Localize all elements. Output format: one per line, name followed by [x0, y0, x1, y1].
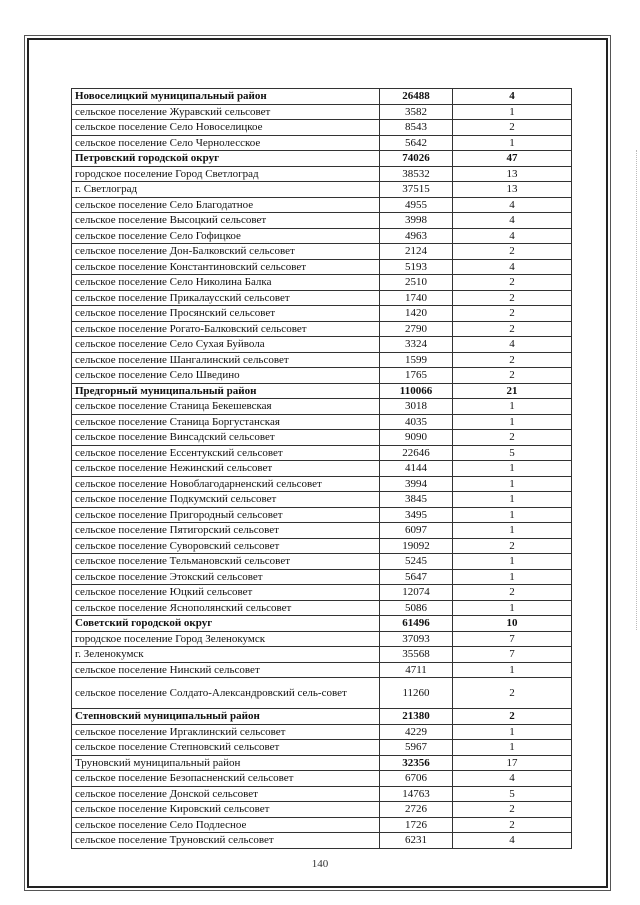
cell-population: 1420: [380, 306, 453, 322]
table-row: [72, 321, 572, 337]
cell-count: 1: [453, 554, 572, 570]
cell-count: 13: [453, 166, 572, 182]
cell-population: 11260: [380, 678, 453, 709]
cell-name: Труновский муниципальный район: [72, 755, 380, 771]
table-row: [72, 135, 572, 151]
table-row: [72, 337, 572, 353]
cell-name: Новоселицкий муниципальный район: [72, 89, 380, 105]
cell-count: 4: [453, 89, 572, 105]
cell-population: 38532: [380, 166, 453, 182]
cell-count: 1: [453, 414, 572, 430]
cell-name: сельское поселение Подкумский сельсовет: [72, 492, 380, 508]
table-row: [72, 709, 572, 725]
cell-population: 21380: [380, 709, 453, 725]
cell-population: 9090: [380, 430, 453, 446]
table-row: [72, 461, 572, 477]
cell-count: 7: [453, 631, 572, 647]
cell-count: 2: [453, 368, 572, 384]
table-row: [72, 89, 572, 105]
cell-count: 2: [453, 290, 572, 306]
cell-count: 2: [453, 585, 572, 601]
cell-count: 1: [453, 523, 572, 539]
cell-population: 4955: [380, 197, 453, 213]
cell-name: сельское поселение Ессентукский сельсовет: [72, 445, 380, 461]
cell-count: 21: [453, 383, 572, 399]
cell-count: 1: [453, 399, 572, 415]
cell-population: 6706: [380, 771, 453, 787]
cell-name: сельское поселение Село Гофицкое: [72, 228, 380, 244]
cell-count: 1: [453, 662, 572, 678]
page-number: 140: [311, 858, 329, 870]
cell-count: 4: [453, 228, 572, 244]
cell-count: 2: [453, 817, 572, 833]
table-row: [72, 368, 572, 384]
cell-count: 1: [453, 507, 572, 523]
table-row: [72, 771, 572, 787]
table-row: [72, 104, 572, 120]
cell-name: сельское поселение Донской сельсовет: [72, 786, 380, 802]
cell-count: 17: [453, 755, 572, 771]
cell-name: сельское поселение Юцкий сельсовет: [72, 585, 380, 601]
cell-name: сельское поселение Дон-Балковский сельсовет: [72, 244, 380, 260]
cell-population: 12074: [380, 585, 453, 601]
table-row: [72, 523, 572, 539]
cell-name: сельское поселение Пригородный сельсовет: [72, 507, 380, 523]
cell-count: 7: [453, 647, 572, 663]
table-row: [72, 833, 572, 849]
cell-name: сельское поселение Село Сухая Буйвола: [72, 337, 380, 353]
cell-population: 2790: [380, 321, 453, 337]
cell-count: 4: [453, 197, 572, 213]
cell-count: 13: [453, 182, 572, 198]
cell-name: сельское поселение Шангалинский сельсовет: [72, 352, 380, 368]
table-row: [72, 678, 572, 709]
cell-count: 2: [453, 538, 572, 554]
cell-population: 19092: [380, 538, 453, 554]
cell-name: сельское поселение Прикалаусский сельсовет: [72, 290, 380, 306]
table-row: [72, 569, 572, 585]
cell-population: 61496: [380, 616, 453, 632]
cell-count: 1: [453, 569, 572, 585]
cell-count: 4: [453, 337, 572, 353]
cell-population: 3845: [380, 492, 453, 508]
cell-count: 2: [453, 352, 572, 368]
cell-name: Предгорный муниципальный район: [72, 383, 380, 399]
cell-count: 1: [453, 135, 572, 151]
table-row: [72, 120, 572, 136]
cell-count: 1: [453, 600, 572, 616]
table-row: [72, 755, 572, 771]
table-row: [72, 585, 572, 601]
cell-population: 3994: [380, 476, 453, 492]
cell-name: сельское поселение Новоблагодарненский сельсовет: [72, 476, 380, 492]
table-row: [72, 306, 572, 322]
cell-name: сельское поселение Винсадский сельсовет: [72, 430, 380, 446]
cell-count: 4: [453, 213, 572, 229]
cell-name: сельское поселение Кировский сельсовет: [72, 802, 380, 818]
cell-count: 47: [453, 151, 572, 167]
cell-count: 1: [453, 724, 572, 740]
cell-name: городское поселение Город Зеленокумск: [72, 631, 380, 647]
cell-name: сельское поселение Константиновский сельсовет: [72, 259, 380, 275]
cell-population: 1765: [380, 368, 453, 384]
cell-name: сельское поселение Солдато-Александровский сель-совет: [72, 678, 380, 709]
cell-population: 2124: [380, 244, 453, 260]
cell-population: 14763: [380, 786, 453, 802]
cell-name: Петровский городской округ: [72, 151, 380, 167]
cell-count: 2: [453, 306, 572, 322]
cell-population: 8543: [380, 120, 453, 136]
cell-name: г. Светлоград: [72, 182, 380, 198]
table-row: [72, 492, 572, 508]
cell-population: 2726: [380, 802, 453, 818]
cell-count: 1: [453, 104, 572, 120]
table-row: [72, 182, 572, 198]
cell-population: 3998: [380, 213, 453, 229]
edge-marks: [634, 150, 637, 630]
table-row: [72, 197, 572, 213]
cell-name: сельское поселение Безопасненский сельсовет: [72, 771, 380, 787]
cell-population: 37515: [380, 182, 453, 198]
cell-population: 32356: [380, 755, 453, 771]
cell-population: 74026: [380, 151, 453, 167]
cell-population: 2510: [380, 275, 453, 291]
cell-count: 2: [453, 802, 572, 818]
table-row: [72, 616, 572, 632]
cell-count: 2: [453, 709, 572, 725]
cell-name: сельское поселение Высоцкий сельсовет: [72, 213, 380, 229]
cell-population: 5967: [380, 740, 453, 756]
cell-count: 4: [453, 833, 572, 849]
cell-name: г. Зеленокумск: [72, 647, 380, 663]
cell-count: 2: [453, 430, 572, 446]
table-row: [72, 631, 572, 647]
cell-population: 26488: [380, 89, 453, 105]
table-row: [72, 383, 572, 399]
cell-name: сельское поселение Яснополянский сельсовет: [72, 600, 380, 616]
cell-population: 3324: [380, 337, 453, 353]
cell-name: сельское поселение Село Подлесное: [72, 817, 380, 833]
cell-name: Советский городской округ: [72, 616, 380, 632]
cell-name: сельское поселение Станица Бекешевская: [72, 399, 380, 415]
table-row: [72, 275, 572, 291]
cell-name: сельское поселение Этокский сельсовет: [72, 569, 380, 585]
table-row: [72, 554, 572, 570]
cell-count: 10: [453, 616, 572, 632]
cell-population: 4035: [380, 414, 453, 430]
table-row: [72, 290, 572, 306]
table-row: [72, 228, 572, 244]
cell-count: 4: [453, 259, 572, 275]
cell-name: сельское поселение Село Чернолесское: [72, 135, 380, 151]
cell-name: сельское поселение Станица Боргустанская: [72, 414, 380, 430]
cell-population: 6097: [380, 523, 453, 539]
table-row: [72, 724, 572, 740]
cell-name: сельское поселение Село Благодатное: [72, 197, 380, 213]
table-row: [72, 817, 572, 833]
cell-population: 4711: [380, 662, 453, 678]
table-row: [72, 647, 572, 663]
cell-name: сельское поселение Тельмановский сельсовет: [72, 554, 380, 570]
cell-population: 3018: [380, 399, 453, 415]
cell-population: 3495: [380, 507, 453, 523]
table-row: [72, 151, 572, 167]
table-row: [72, 259, 572, 275]
cell-count: 1: [453, 476, 572, 492]
table-row: [72, 399, 572, 415]
cell-population: 4229: [380, 724, 453, 740]
cell-name: сельское поселение Журавский сельсовет: [72, 104, 380, 120]
cell-name: сельское поселение Рогато-Балковский сельсовет: [72, 321, 380, 337]
cell-name: сельское поселение Село Шведино: [72, 368, 380, 384]
cell-name: сельское поселение Нинский сельсовет: [72, 662, 380, 678]
cell-count: 2: [453, 275, 572, 291]
cell-population: 6231: [380, 833, 453, 849]
table-row: [72, 600, 572, 616]
cell-count: 1: [453, 461, 572, 477]
cell-count: 5: [453, 445, 572, 461]
cell-count: 4: [453, 771, 572, 787]
table-row: [72, 213, 572, 229]
cell-name: городское поселение Город Светлоград: [72, 166, 380, 182]
cell-population: 22646: [380, 445, 453, 461]
table-row: [72, 244, 572, 260]
cell-population: 5193: [380, 259, 453, 275]
cell-name: сельское поселение Село Новоселицкое: [72, 120, 380, 136]
table-row: [72, 352, 572, 368]
cell-name: сельское поселение Село Николина Балка: [72, 275, 380, 291]
table-row: [72, 740, 572, 756]
cell-count: 1: [453, 492, 572, 508]
table-row: [72, 414, 572, 430]
cell-population: 3582: [380, 104, 453, 120]
table-row: [72, 538, 572, 554]
cell-name: сельское поселение Иргаклинский сельсовет: [72, 724, 380, 740]
table-row: [72, 476, 572, 492]
cell-population: 110066: [380, 383, 453, 399]
cell-count: 5: [453, 786, 572, 802]
cell-name: сельское поселение Суворовский сельсовет: [72, 538, 380, 554]
table-row: [72, 802, 572, 818]
table-row: [72, 430, 572, 446]
table-row: [72, 662, 572, 678]
cell-count: 2: [453, 678, 572, 709]
table-row: [72, 507, 572, 523]
table-row: [72, 445, 572, 461]
cell-count: 2: [453, 120, 572, 136]
cell-name: сельское поселение Просянский сельсовет: [72, 306, 380, 322]
table-row: [72, 786, 572, 802]
cell-population: 1740: [380, 290, 453, 306]
cell-name: сельское поселение Труновский сельсовет: [72, 833, 380, 849]
cell-population: 1726: [380, 817, 453, 833]
cell-name: сельское поселение Степновский сельсовет: [72, 740, 380, 756]
cell-population: 4144: [380, 461, 453, 477]
cell-population: 5086: [380, 600, 453, 616]
cell-count: 1: [453, 740, 572, 756]
cell-population: 5642: [380, 135, 453, 151]
cell-population: 5647: [380, 569, 453, 585]
table-body: [72, 89, 572, 849]
cell-name: Степновский муниципальный район: [72, 709, 380, 725]
cell-population: 4963: [380, 228, 453, 244]
cell-count: 2: [453, 321, 572, 337]
cell-population: 35568: [380, 647, 453, 663]
statistics-table: [71, 88, 572, 849]
cell-population: 37093: [380, 631, 453, 647]
cell-name: сельское поселение Пятигорский сельсовет: [72, 523, 380, 539]
cell-count: 2: [453, 244, 572, 260]
cell-population: 1599: [380, 352, 453, 368]
cell-name: сельское поселение Нежинский сельсовет: [72, 461, 380, 477]
table-row: [72, 166, 572, 182]
cell-population: 5245: [380, 554, 453, 570]
